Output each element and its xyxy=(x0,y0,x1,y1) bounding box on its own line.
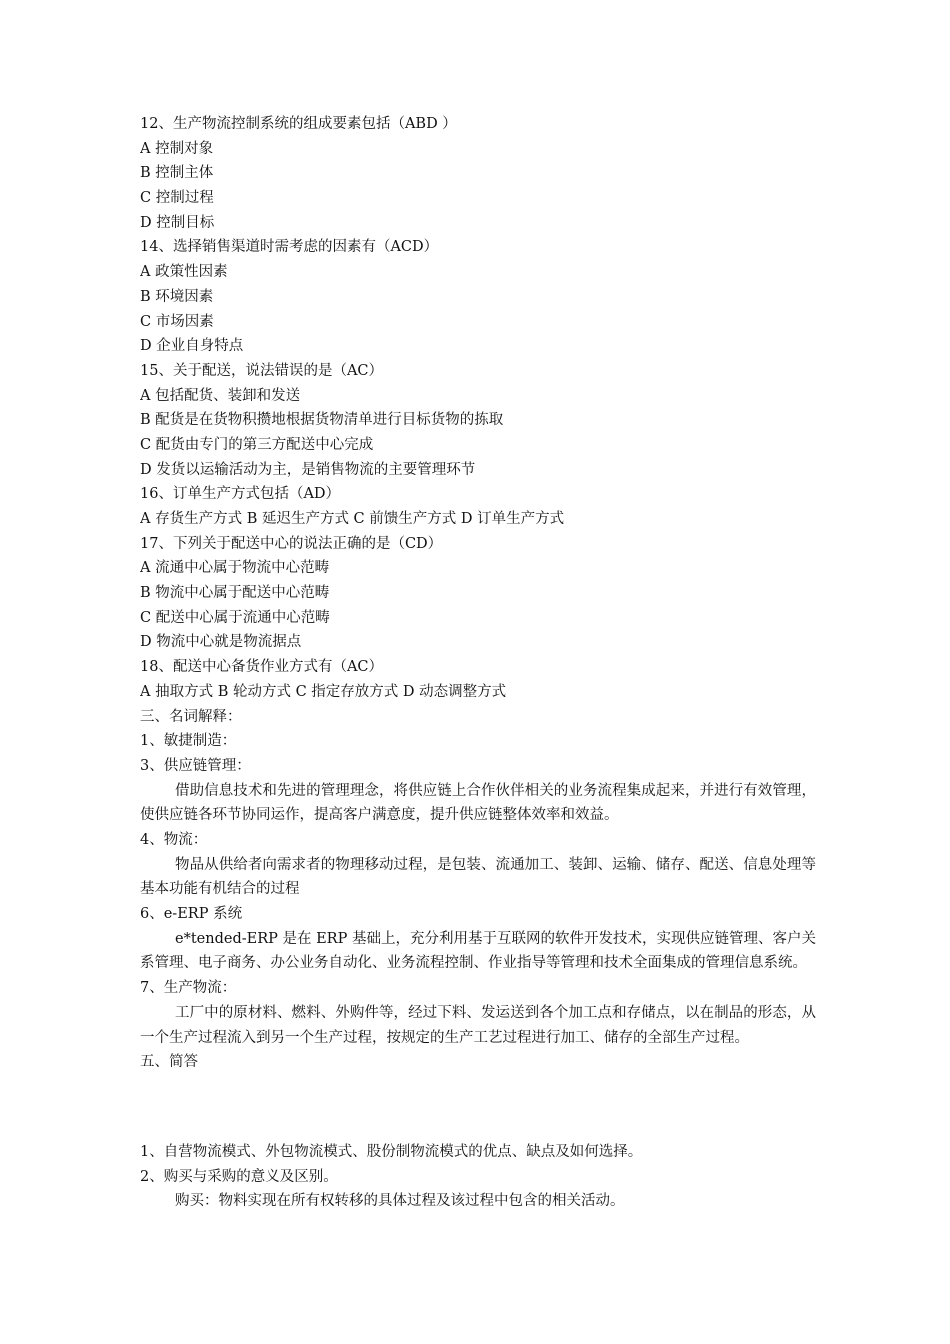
option-line: B 配货是在货物积攒地根据货物清单进行目标货物的拣取 xyxy=(140,412,504,429)
option-line: A 抽取方式 B 轮动方式 C 指定存放方式 D 动态调整方式 xyxy=(140,683,507,700)
option-line: A 控制对象 xyxy=(140,140,214,157)
term-definition: 物品从供给者向需求者的物理移动过程，是包装、流通加工、装卸、运输、储存、配送、信息处理等基本功能有机结合的过程 xyxy=(140,856,816,898)
option-line: C 控制过程 xyxy=(140,190,214,207)
short-answer-question: 1、自营物流模式、外包物流模式、股份制物流模式的优点、缺点及如何选择。 xyxy=(140,1143,643,1160)
term-heading: 1、敏捷制造： xyxy=(140,733,237,750)
option-line: A 政策性因素 xyxy=(140,264,228,281)
option-line: C 配送中心属于流通中心范畴 xyxy=(140,609,330,626)
answer-text: 购买：物料实现在所有权转移的具体过程及该过程中包含的相关活动。 xyxy=(175,1193,625,1210)
document-page xyxy=(140,112,816,1214)
section-heading: 三、名词解释： xyxy=(140,708,242,725)
question-18: 18、配送中心备货作业方式有（AC） xyxy=(140,659,384,676)
option-line: D 物流中心就是物流据点 xyxy=(140,634,302,651)
term-heading: 4、物流： xyxy=(140,831,208,848)
option-line: A 流通中心属于物流中心范畴 xyxy=(140,560,330,577)
question-list xyxy=(140,112,816,779)
question-15: 15、关于配送，说法错误的是（AC） xyxy=(140,362,384,379)
term-heading: 3、供应链管理： xyxy=(140,757,251,774)
term-heading: 6、e-ERP 系统 xyxy=(140,906,243,923)
option-line: C 市场因素 xyxy=(140,313,214,330)
question-17: 17、下列关于配送中心的说法正确的是（CD） xyxy=(140,535,443,552)
blank-space xyxy=(140,1075,816,1140)
short-answer-question: 2、购买与采购的意义及区别。 xyxy=(140,1168,338,1185)
question-12: 12、生产物流控制系统的组成要素包括（ABD ） xyxy=(140,116,457,132)
question-14: 14、选择销售渠道时需考虑的因素有（ACD） xyxy=(140,239,439,256)
option-line: C 配货由专门的第三方配送中心完成 xyxy=(140,436,374,453)
option-line: A 存货生产方式 B 延迟生产方式 C 前馈生产方式 D 订单生产方式 xyxy=(140,511,565,527)
section-heading: 五、简答 xyxy=(140,1054,198,1071)
term-definition: 借助信息技术和先进的管理理念，将供应链上合作伙伴相关的业务流程集成起来，并进行有效管理，使供应链各环节协同运作，提高客户满意度，提升供应链整体效率和效益。 xyxy=(140,782,816,824)
option-line: D 控制目标 xyxy=(140,214,215,231)
option-line: B 环境因素 xyxy=(140,288,214,305)
term-definition: e*tended-ERP 是在 ERP 基础上，充分利用基于互联网的软件开发技术，实现供应链管理、客户关系管理、电子商务、办公业务自动化、业务流程控制、作业指导等管理和技术全面集成的管理信息系统。 xyxy=(140,930,816,972)
term-definition: 工厂中的原材料、燃料、外购件等，经过下料、发运送到各个加工点和存储点，以在制品的形态，从一个生产过程流入到另一个生产过程，按规定的生产工艺过程进行加工、储存的全部生产过程。 xyxy=(140,1004,816,1046)
option-line: B 物流中心属于配送中心范畴 xyxy=(140,585,330,602)
option-line: D 企业自身特点 xyxy=(140,338,244,355)
option-line: A 包括配货、装卸和发送 xyxy=(140,387,301,404)
option-line: D 发货以运输活动为主，是销售物流的主要管理环节 xyxy=(140,461,476,478)
option-line: B 控制主体 xyxy=(140,165,214,182)
question-16: 16、订单生产方式包括（AD） xyxy=(140,486,341,503)
term-heading: 7、生产物流： xyxy=(140,980,237,997)
